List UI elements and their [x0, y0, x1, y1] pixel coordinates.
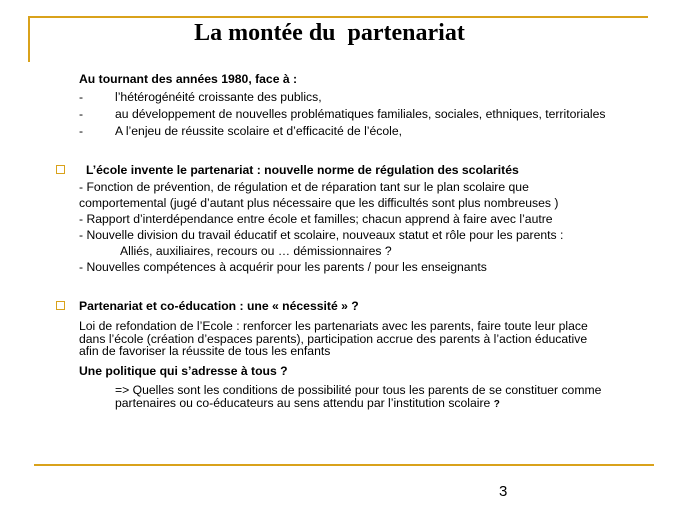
dash-marker: -: [79, 107, 84, 121]
bottom-rule: [34, 464, 654, 466]
section2-line: - Rapport d’interdépendance entre école et familles; chacun apprend à faire avec l’autre: [79, 212, 553, 226]
section1-heading: Au tournant des années 1980, face à :: [79, 72, 298, 86]
section3-heading: Partenariat et co-éducation : une « nécessité » ?: [79, 299, 359, 313]
section3-subheading: Une politique qui s’adresse à tous ?: [79, 364, 288, 378]
section3-paragraph-line: Loi de refondation de l’Ecole : renforcer les partenariats avec les parents, faire toute leur place: [79, 319, 588, 333]
dash-marker: -: [79, 124, 84, 138]
section2-line: - Nouvelle division du travail éducatif et scolaire, nouveaux statut et rôle pour les parents :: [79, 228, 564, 242]
square-bullet-icon: [56, 165, 65, 174]
section3-question-line: => Quelles sont les conditions de possibilité pour tous les parents de se constituer comme: [115, 383, 602, 397]
slide-title: La montée du partenariat: [194, 20, 465, 46]
section3-question-text: partenaires ou co-éducateurs au sens attendu par l’institution scolaire: [115, 395, 494, 410]
section1-item: au développement de nouvelles problématiques familiales, sociales, ethniques, territoriales: [115, 107, 606, 121]
dash-marker: -: [79, 90, 84, 104]
section2-line: comportemental (jugé d’autant plus nécessaire que les difficultés sont plus nombreuses ): [79, 196, 559, 210]
section3-question-mark: ?: [493, 398, 500, 410]
section3-paragraph-line: dans l’école (création d’espaces parents), participation accrue des parents à l’action éducative: [79, 331, 588, 346]
section3-question-line: [115, 397, 500, 412]
section2-heading: L’école invente le partenariat : nouvelle norme de régulation des scolarités: [86, 163, 519, 177]
section2-line: - Fonction de prévention, de régulation et de réparation tant sur le plan scolaire que: [79, 180, 529, 194]
section1-item: A l’enjeu de réussite scolaire et d’efficacité de l’école,: [115, 124, 403, 138]
section1-item: l’hétérogénéité croissante des publics,: [115, 90, 322, 104]
section2-line: Alliés, auxiliaires, recours ou … démissionnaires ?: [120, 244, 392, 258]
section3-paragraph-line: afin de favoriser la réussite de tous les enfants: [79, 344, 331, 358]
square-bullet-icon: [56, 301, 65, 310]
page-number: 3: [499, 483, 508, 500]
section2-line: - Nouvelles compétences à acquérir pour les parents / pour les enseignants: [79, 260, 487, 274]
top-rule: [28, 16, 648, 18]
